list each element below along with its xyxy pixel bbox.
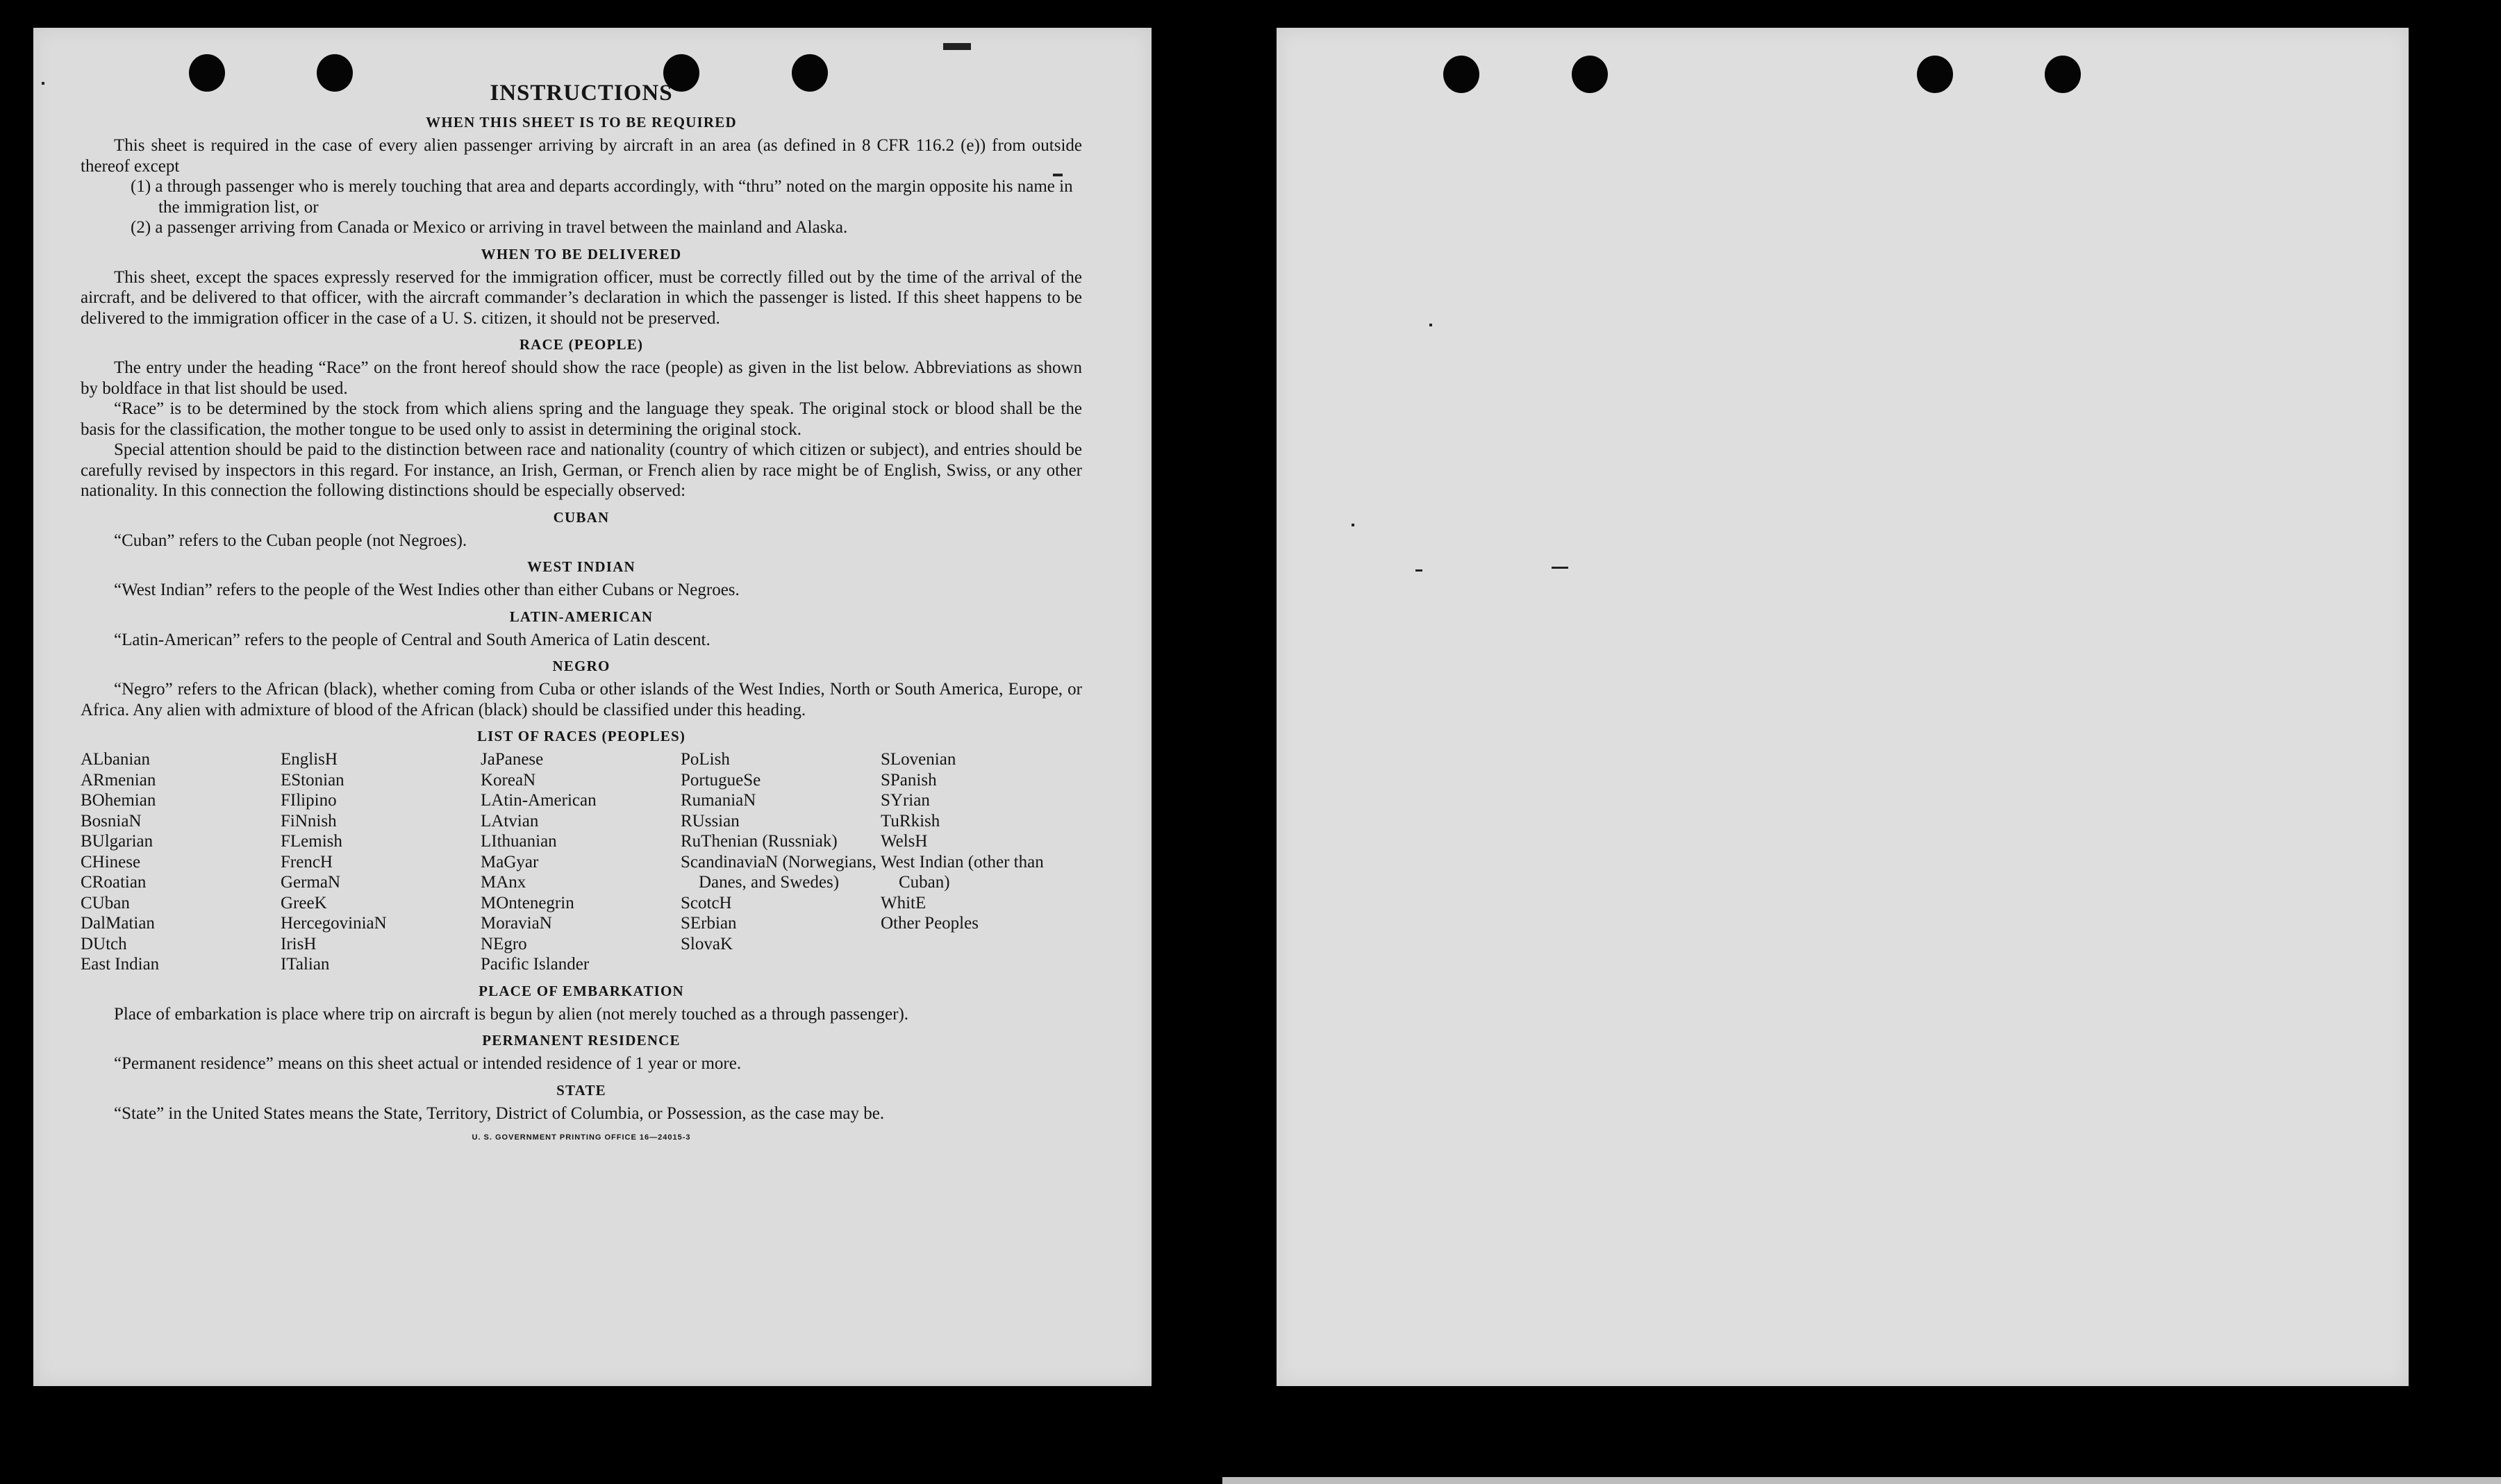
instructions-page: [33, 28, 1152, 1386]
section-heading: NEGRO: [552, 658, 610, 674]
scan-mark: [1429, 324, 1432, 326]
race-entry: BUlgarian: [81, 832, 153, 851]
race-entry: Pacific Islander: [481, 955, 590, 974]
race-entry: RUssian: [681, 811, 740, 831]
race-entry: RumaniaN: [681, 791, 756, 810]
punch-hole: [2045, 56, 2081, 93]
races-column: [881, 749, 1082, 975]
section-paragraph: This sheet is required in the case of every alien passenger arriving by aircraft in an area (as defined in 8 CFR 116.2 (e)) from outside thereof except: [81, 136, 1082, 176]
races-column: [481, 749, 681, 975]
scan-mark: [1552, 567, 1568, 569]
race-entry: SErbian: [681, 914, 737, 933]
section-heading: WHEN TO BE DELIVERED: [481, 245, 682, 262]
section-paragraph: Special attention should be paid to the distinction between race and nationality (country of which citizen or subject), and entries should be carefully revised by inspectors in this regard. For instance, an Irish, German, or French alien by race might be of English, Swiss, or any other nationality. In this connection the following distinctions should be especially observed:: [81, 440, 1082, 500]
race-entry: MaGyar: [481, 852, 539, 872]
races-column: [281, 749, 481, 975]
race-entry: SlovaK: [681, 934, 733, 953]
race-entry: BOhemian: [81, 791, 156, 810]
section-heading: CUBAN: [553, 508, 610, 526]
instructions-content: [81, 80, 1082, 1142]
race-entry: MoraviaN: [481, 914, 552, 933]
section-paragraph: Place of embarkation is place where trip on aircraft is begun by alien (not merely touched as a through passenger).: [114, 1004, 909, 1024]
race-entry: ARmenian: [81, 770, 156, 790]
next-page-edge: [1222, 1477, 2501, 1484]
blank-page: [1277, 28, 2409, 1386]
race-entry: EStonian: [281, 770, 344, 790]
race-entry: MOntenegrin: [481, 893, 574, 912]
instruction-sections: [81, 113, 1082, 720]
race-entry: JaPanese: [481, 750, 544, 769]
exception-item: (1) a through passenger who is merely touching that area and departs accordingly, with “thru” noted on the margin opposite his name in the immigration list, or: [131, 177, 1073, 217]
race-entry: ScotcH: [681, 893, 732, 912]
section-paragraph: “State” in the United States means the State, Territory, District of Columbia, or Possession, as the case may be.: [114, 1103, 885, 1123]
section-paragraph: “Latin-American” refers to the people of Central and South America of Latin descent.: [114, 630, 711, 649]
race-entry: FiNnish: [281, 811, 337, 831]
race-entry: SPanish: [881, 770, 937, 790]
race-entry: MAnx: [481, 873, 526, 892]
section-heading: WEST INDIAN: [527, 558, 635, 575]
race-entry: LAtin-American: [481, 791, 597, 810]
race-entry: ALbanian: [81, 750, 150, 769]
races-column: [681, 749, 881, 975]
scan-mark: [943, 43, 971, 50]
race-entry: RuThenian (Russniak): [681, 832, 838, 851]
section-heading: LATIN-AMERICAN: [509, 608, 654, 625]
race-entry: PoLish: [681, 750, 730, 769]
printer-footer: U. S. GOVERNMENT PRINTING OFFICE 16—24015-3: [472, 1133, 691, 1142]
race-entry: IrisH: [281, 934, 317, 953]
race-entry: GermaN: [281, 873, 341, 892]
race-entry: Other Peoples: [881, 914, 979, 933]
scan-mark: [1352, 524, 1354, 526]
punch-hole: [1917, 56, 1953, 93]
race-entry: SLovenian: [881, 750, 956, 769]
scan-mark: [42, 82, 44, 85]
page-title: INSTRUCTIONS: [490, 81, 673, 106]
exception-item: (2) a passenger arriving from Canada or Mexico or arriving in travel between the mainland and Alaska.: [131, 218, 848, 237]
race-entry: WelsH: [881, 832, 928, 851]
section-heading: STATE: [556, 1081, 606, 1099]
race-entry: GreeK: [281, 893, 327, 912]
race-entry: DUtch: [81, 934, 127, 953]
race-entry: EnglisH: [281, 750, 338, 769]
race-entry: HercegoviniaN: [281, 914, 387, 933]
race-entry: KoreaN: [481, 770, 536, 790]
section-paragraph: “Cuban” refers to the Cuban people (not Negroes).: [114, 531, 467, 550]
section-heading: RACE (PEOPLE): [519, 336, 644, 353]
race-entry: East Indian: [81, 955, 160, 974]
section-heading: PERMANENT RESIDENCE: [482, 1032, 681, 1049]
punch-hole: [1443, 56, 1479, 93]
race-entry: NEgro: [481, 934, 527, 953]
race-entry: SYrian: [881, 791, 930, 810]
race-entry: CRoatian: [81, 873, 147, 892]
punch-hole: [1572, 56, 1608, 93]
scan-mark: [1415, 569, 1422, 572]
race-entry: FLemish: [281, 832, 342, 851]
section-heading: WHEN THIS SHEET IS TO BE REQUIRED: [426, 114, 737, 131]
section-paragraph: This sheet, except the spaces expressly reserved for the immigration officer, must be correctly filled out by the time of the arrival of the aircraft, and be delivered to that officer, with the aircraft commander’s declaration in which the passenger is listed. If this sheet happens to be delivered to the immigration officer in the case of a U. S. citizen, it should not be preserved.: [81, 267, 1082, 328]
race-entry: CUban: [81, 893, 130, 912]
race-entry: WhitE: [881, 893, 927, 912]
section-paragraph: “West Indian” refers to the people of the West Indies other than either Cubans or Negroes.: [114, 581, 740, 599]
section-paragraph: “Negro” refers to the African (black), whether coming from Cuba or other islands of the West Indies, North or South America, Europe, or Africa. Any alien with admixture of blood of the African (black) should be classified under this heading.: [81, 680, 1082, 719]
section-heading: PLACE OF EMBARKATION: [479, 982, 684, 999]
closing-sections: [81, 982, 1082, 1124]
race-entry: West Indian (other than Cuban): [881, 852, 1044, 892]
race-entry: TuRkish: [881, 811, 940, 831]
race-entry: FrencH: [281, 852, 333, 872]
race-entry: DalMatian: [81, 914, 155, 933]
race-entry: BosniaN: [81, 811, 142, 831]
race-entry: CHinese: [81, 852, 141, 872]
section-paragraph: “Race” is to be determined by the stock from which aliens spring and the language they speak. The original stock or blood shall be the basis for the classification, the mother tongue to be used only to assist in determining the original stock.: [81, 399, 1082, 439]
section-paragraph: The entry under the heading “Race” on the front hereof should show the race (people) as given in the list below. Abbreviations as shown by boldface in that list should be used.: [81, 358, 1082, 398]
race-entry: PortugueSe: [681, 770, 761, 790]
race-entry: ITalian: [281, 955, 330, 974]
section-paragraph: “Permanent residence” means on this sheet actual or intended residence of 1 year or more.: [114, 1054, 742, 1073]
race-entry: LIthuanian: [481, 832, 557, 851]
race-entry: LAtvian: [481, 811, 539, 831]
race-entry: FIlipino: [281, 791, 337, 810]
races-list: [81, 749, 1082, 975]
races-column: [81, 749, 281, 975]
race-entry: ScandinaviaN (Norwegians, Danes, and Swedes): [681, 852, 876, 892]
races-heading: LIST OF RACES (PEOPLES): [476, 728, 686, 744]
